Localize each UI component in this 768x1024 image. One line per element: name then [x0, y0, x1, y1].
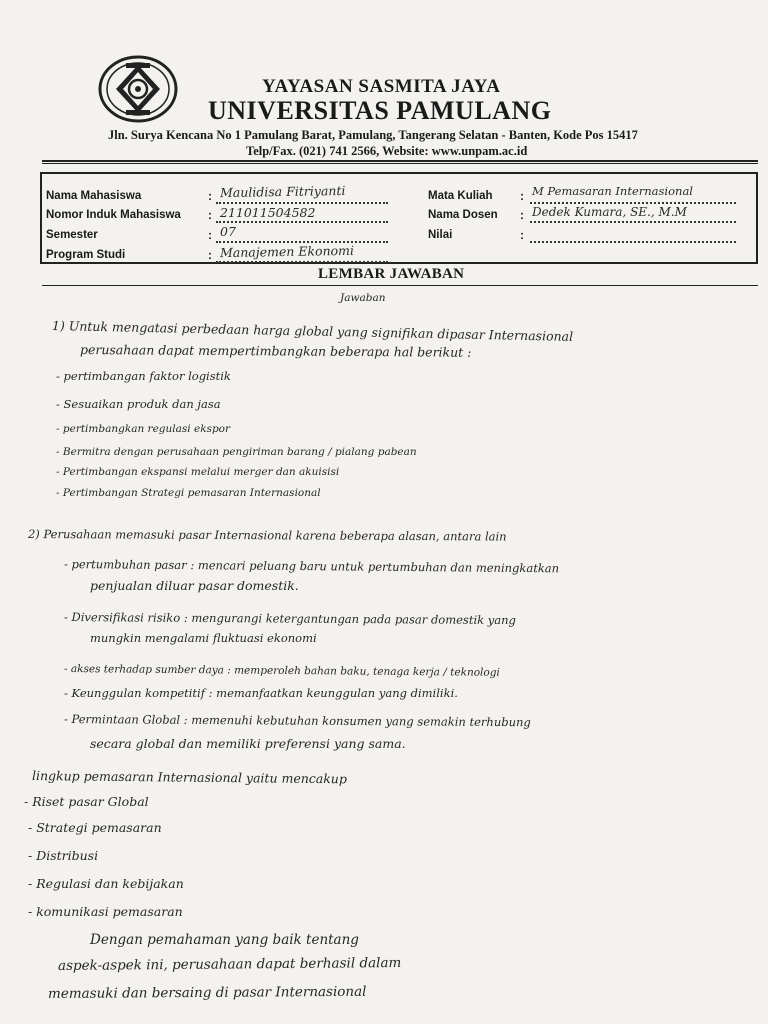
label-grade: Nilai: [428, 229, 453, 241]
colon: :: [520, 189, 524, 203]
q1-item: - Pertimbangan ekspansi melalui merger dan akuisisi: [56, 466, 340, 478]
value-lecturer: Dedek Kumara, SE., M.M: [532, 205, 687, 219]
dotted-line: [216, 241, 388, 243]
value-semester: 07: [220, 224, 236, 239]
label-semester: Semester: [46, 229, 98, 241]
q2-item-cont: secara global dan memiliki preferensi yang sama.: [90, 736, 406, 751]
label-nim: Nomor Induk Mahasiswa: [46, 209, 181, 221]
q2-item-cont: penjualan diluar pasar domestik.: [90, 578, 299, 593]
colon: :: [520, 228, 524, 242]
dotted-line: [530, 221, 736, 223]
scope-item: - Riset pasar Global: [24, 794, 149, 809]
label-lecturer: Nama Dosen: [428, 209, 498, 221]
colon: :: [208, 189, 212, 203]
contact-info: Telp/Fax. (021) 741 2566, Website: www.unpam.ac.id: [246, 144, 528, 158]
colon: :: [208, 228, 212, 242]
dotted-line: [216, 261, 388, 263]
label-program: Program Studi: [46, 249, 126, 261]
dotted-line: [530, 241, 736, 243]
scope-intro: lingkup pemasaran Internasional yaitu mencakup: [31, 768, 347, 787]
q1-item: - pertimbangkan regulasi ekspor: [56, 423, 231, 435]
closing-line: Dengan pemahaman yang baik tentang: [90, 932, 359, 948]
q2-item: - Keunggulan kompetitif : memanfaatkan keunggulan yang dimiliki.: [64, 686, 458, 700]
value-program: Manajemen Ekonomi: [219, 242, 355, 261]
q2-item-cont: mungkin mengalami fluktuasi ekonomi: [90, 631, 317, 645]
value-nim: 211011504582: [220, 205, 316, 220]
q2-intro: 2) Perusahaan memasuki pasar Internasional karena beberapa alasan, antara lain: [27, 527, 507, 544]
label-course: Mata Kuliah: [428, 190, 493, 202]
student-info-box: [40, 172, 758, 264]
q1-line: 1) Untuk mengatasi perbedaan harga global yang signifikan dipasar Internasional: [51, 318, 574, 344]
q2-item: - akses terhadap sumber daya : memperoleh bahan baku, tenaga kerja / teknologi: [63, 663, 500, 679]
scope-item: - Strategi pemasaran: [28, 820, 162, 835]
dotted-line: [216, 202, 388, 204]
q2-item: - pertumbuhan pasar : mencari peluang baru untuk pertumbuhan dan meningkatkan: [63, 557, 560, 576]
university-logo: [98, 55, 178, 123]
header-divider-thin: [42, 163, 758, 164]
q1-item: - Pertimbangan Strategi pemasaran Internasional: [56, 487, 321, 499]
q1-line: perusahaan dapat mempertimbangkan beberapa hal berikut :: [79, 342, 472, 360]
colon: :: [208, 208, 212, 222]
q2-item: - Diversifikasi risiko : mengurangi ketergantungan pada pasar domestik yang: [63, 610, 516, 628]
scope-item: - komunikasi pemasaran: [28, 904, 183, 919]
title-divider: [42, 285, 758, 286]
label-name: Nama Mahasiswa: [46, 190, 142, 202]
header-divider: [42, 160, 758, 162]
university-name: UNIVERSITAS PAMULANG: [208, 96, 552, 125]
answer-heading: Jawaban: [340, 292, 386, 304]
value-course: M Pemasaran Internasional: [532, 184, 693, 198]
closing-line: memasuki dan bersaing di pasar Internasional: [47, 983, 367, 1002]
dotted-line: [216, 221, 388, 223]
q1-item: - Bermitra dengan perusahaan pengiriman barang / pialang pabean: [56, 446, 417, 458]
scope-item: - Distribusi: [28, 848, 99, 863]
scope-item: - Regulasi dan kebijakan: [28, 876, 184, 891]
colon: :: [520, 208, 524, 222]
sheet-title: LEMBAR JAWABAN: [318, 266, 465, 282]
dotted-line: [530, 202, 736, 204]
q1-item: - Sesuaikan produk dan jasa: [56, 397, 221, 411]
q1-item: - pertimbangan faktor logistik: [56, 369, 231, 383]
colon: :: [208, 248, 212, 262]
foundation-name: YAYASAN SASMITA JAYA: [262, 76, 501, 97]
address: Jln. Surya Kencana No 1 Pamulang Barat, Pamulang, Tangerang Selatan - Banten, Kode Pos 15417: [108, 128, 638, 142]
value-name: Maulidisa Fitriyanti: [219, 182, 346, 201]
closing-line: aspek-aspek ini, perusahaan dapat berhasil dalam: [57, 955, 402, 974]
q2-item: - Permintaan Global : memenuhi kebutuhan konsumen yang semakin terhubung: [63, 712, 531, 730]
